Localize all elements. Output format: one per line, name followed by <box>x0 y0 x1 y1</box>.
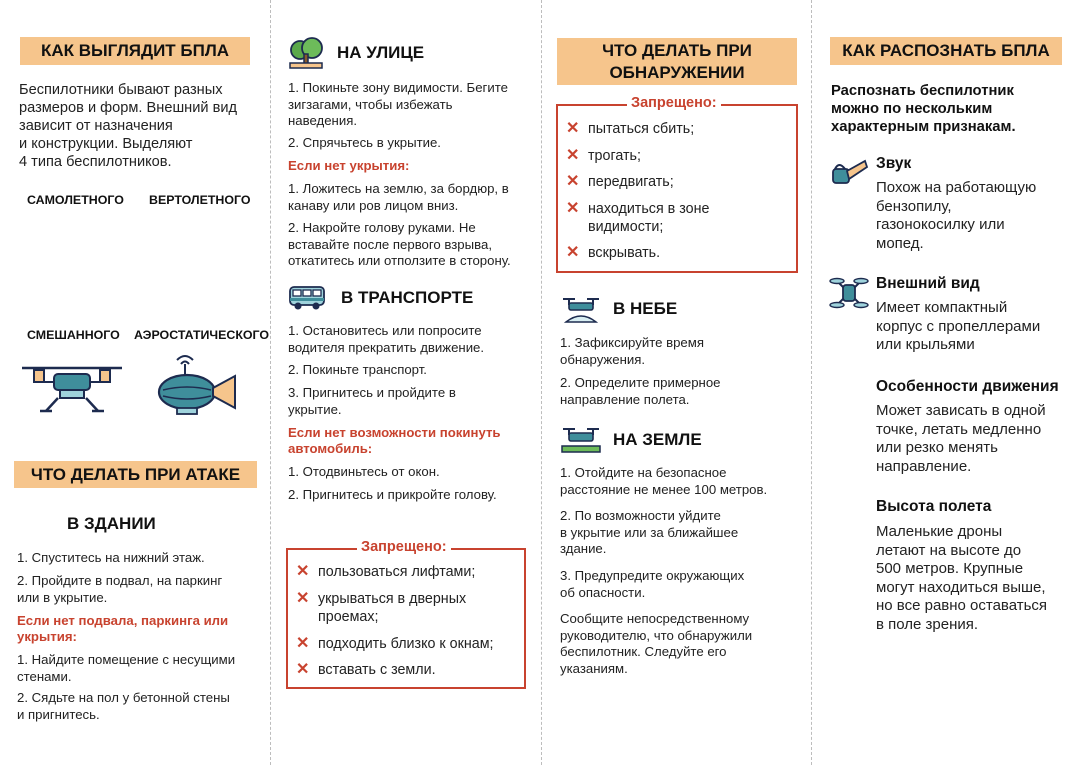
forbidden-item: ✕ вскрывать. <box>566 244 661 261</box>
forbidden-title: Запрещено: <box>627 95 721 111</box>
cross-icon: ✕ <box>566 120 580 137</box>
quadcopter-icon <box>829 273 869 313</box>
transport-step: 3. Пригнитесь и пройдите в укрытие. <box>288 385 456 417</box>
no-basement-step: 1. Найдите помещение с несущими стенами. <box>17 652 236 684</box>
forbidden-item: ✕ находиться в зоне видимости; <box>566 200 710 235</box>
tree-icon <box>288 36 324 70</box>
cross-icon: ✕ <box>296 661 310 678</box>
transport-step: 2. Покиньте транспорт. <box>288 362 427 377</box>
report-note: Сообщите непосредственному руководителю, что обнаружили беспилотник. Следуйте его указаниям. <box>560 611 753 676</box>
mixed-drone-icon <box>16 356 128 414</box>
col1-intro: Беспилотники бывают разных размеров и форм. Внешний вид зависит от назначения и конструкции. Выделяют 4 типа беспилотников. <box>19 82 237 170</box>
cant-leave-step: 1. Отодвиньтесь от окон. <box>288 464 440 479</box>
sky-step: 2. Определите примерное направление полета. <box>560 375 721 407</box>
ground-step: 3. Предупредите окружающих об опасности. <box>560 568 745 600</box>
street-step: 1. Покиньте зону видимости. Бегите зигзагами, чтобы избежать наведения. <box>288 80 508 128</box>
forbidden-title: Запрещено: <box>357 539 451 555</box>
forbidden-item: ✕ передвигать; <box>566 173 674 190</box>
no-shelter-step: 2. Накройте голову руками. Не вставайте после первого взрыва, откатитесь или отползите в сторону. <box>288 220 511 268</box>
no-basement-step: 2. Сядьте на пол у бетонной стены и пригнитесь. <box>17 690 230 722</box>
cant-leave-condition: Если нет возможности покинуть автомобиль: <box>288 425 501 456</box>
chainsaw-icon <box>829 155 869 191</box>
cross-icon: ✕ <box>296 635 310 652</box>
move-title: Особенности движения <box>876 378 1059 395</box>
type-label-helicopter: ВЕРТОЛЕТНОГО <box>149 193 251 207</box>
sound-title: Звук <box>876 155 912 172</box>
transport-title: В ТРАНСПОРТЕ <box>341 288 474 307</box>
sky-drone-icon <box>560 294 602 326</box>
transport-step: 1. Остановитесь или попросите водителя прекратить движение. <box>288 323 485 355</box>
street-title: НА УЛИЦЕ <box>337 43 425 62</box>
forbidden-item: ✕ укрываться в дверных проемах; <box>296 590 467 625</box>
column-divider <box>811 0 812 765</box>
no-shelter-condition: Если нет укрытия: <box>288 158 410 173</box>
forbidden-item: ✕ трогать; <box>566 147 641 164</box>
no-shelter-step: 1. Ложитесь на землю, за бордюр, в канаву или ров лицом вниз. <box>288 181 509 213</box>
col4-intro: Распознать беспилотник можно по нескольким характерным признакам. <box>831 83 1016 135</box>
forbidden-item: ✕ пытаться сбить; <box>566 120 695 137</box>
look-text: Имеет компактный корпус с пропеллерами или крыльями <box>876 299 1041 353</box>
cross-icon: ✕ <box>566 244 580 261</box>
ground-title: НА ЗЕМЛЕ <box>613 430 702 449</box>
type-label-airplane: САМОЛЕТНОГО <box>27 193 124 207</box>
aerostat-icon <box>155 350 240 416</box>
move-text: Может зависать в одной точке, летать медленно или резко менять направление. <box>876 402 1046 475</box>
forbidden-item: ✕ вставать с земли. <box>296 661 436 678</box>
type-label-mixed: СМЕШАННОГО <box>27 328 120 342</box>
ground-drone-icon <box>560 424 602 454</box>
forbidden-item: ✕ подходить близко к окнам; <box>296 635 494 652</box>
cross-icon: ✕ <box>566 200 580 217</box>
recognize-uav-header: КАК РАСПОЗНАТЬ БПЛА <box>830 37 1062 65</box>
cross-icon: ✕ <box>296 590 310 607</box>
building-title: В ЗДАНИИ <box>67 514 156 533</box>
look-title: Внешний вид <box>876 275 980 292</box>
cross-icon: ✕ <box>296 563 310 580</box>
building-step: 1. Спуститесь на нижний этаж. <box>17 550 205 565</box>
street-step: 2. Спрячьтесь в укрытие. <box>288 135 441 150</box>
cross-icon: ✕ <box>566 173 580 190</box>
what-uav-looks-like-header: КАК ВЫГЛЯДИТ БПЛА <box>20 37 250 65</box>
sky-step: 1. Зафиксируйте время обнаружения. <box>560 335 704 367</box>
type-label-aerostatic: АЭРОСТАТИЧЕСКОГО <box>134 328 270 342</box>
attack-header: ЧТО ДЕЛАТЬ ПРИ АТАКЕ <box>14 461 257 488</box>
cross-icon: ✕ <box>566 147 580 164</box>
cant-leave-step: 2. Пригнитесь и прикройте голову. <box>288 487 497 502</box>
ground-step: 2. По возможности уйдите в укрытие или за ближайшее здание. <box>560 508 739 556</box>
sound-text: Похож на работающую бензопилу, газонокосилку или мопед. <box>876 179 1037 252</box>
sky-title: В НЕБЕ <box>613 299 678 318</box>
column-divider <box>270 0 271 765</box>
building-step: 2. Пройдите в подвал, на паркинг или в укрытие. <box>17 573 223 605</box>
height-title: Высота полета <box>876 498 992 515</box>
ground-step: 1. Отойдите на безопасное расстояние не менее 100 метров. <box>560 465 768 497</box>
forbidden-item: ✕ пользоваться лифтами; <box>296 563 476 580</box>
no-basement-condition: Если нет подвала, паркинга или укрытия: <box>17 613 229 644</box>
column-divider <box>541 0 542 765</box>
detection-header: ЧТО ДЕЛАТЬ ПРИ ОБНАРУЖЕНИИ <box>557 38 797 85</box>
bus-icon <box>288 284 326 312</box>
height-text: Маленькие дроны летают на высоте до 500 метров. Крупные могут находиться выше, но все равно оставаться в поле зрения. <box>876 523 1048 633</box>
